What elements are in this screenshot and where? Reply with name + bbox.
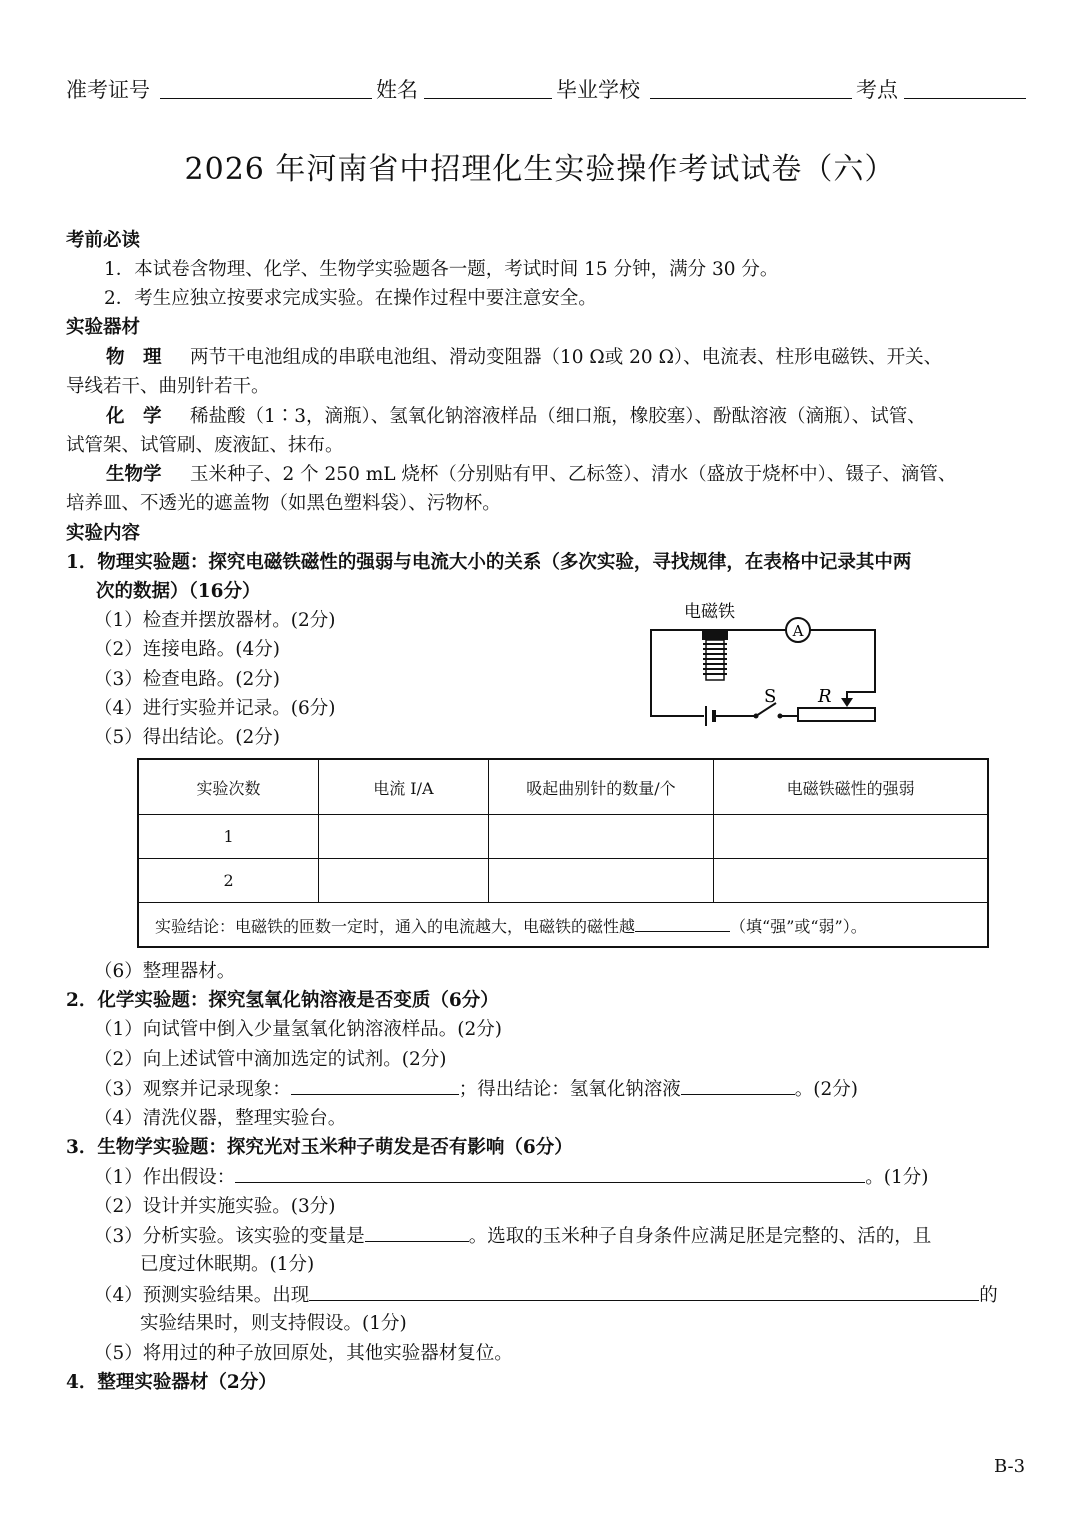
current-input[interactable]: [319, 815, 489, 859]
physics-equipment-line1: 两节干电池组成的串联电池组、滑动变阻器（10 Ω或 20 Ω）、电流表、柱形电磁铁、开关、: [190, 347, 943, 368]
table-header-row: [138, 759, 988, 815]
school-field[interactable]: [650, 98, 852, 99]
chemistry-equipment-line1: 稀盐酸（1∶3，滴瓶）、氢氧化钠溶液样品（细口瓶，橡胶塞）、酚酞溶液（滴瓶）、试管、: [190, 406, 926, 427]
q2-step-3-text-b: ；得出结论：氢氧化钠溶液: [458, 1079, 681, 1100]
q2-step-2: （2）向上述试管中滴加选定的试剂。(2分): [94, 1049, 447, 1070]
strength-input[interactable]: [714, 859, 988, 903]
strength-input[interactable]: [714, 815, 988, 859]
q3-hypothesis-blank[interactable]: [235, 1164, 865, 1183]
clip-count-input[interactable]: [488, 859, 713, 903]
q1-title-line1: 1．物理实验题：探究电磁铁磁性的强弱与电流大小的关系（多次实验，寻找规律，在表格中记录其中两: [66, 552, 912, 573]
q3-step-3-text-b: 。选取的玉米种子自身条件应满足胚是完整的、活的，且: [468, 1226, 932, 1247]
battery-symbol: [706, 706, 714, 726]
q3-step-2: （2）设计并实施实验。(3分): [94, 1196, 336, 1217]
q3-step-1-text-b: 。(1分): [865, 1167, 929, 1188]
conclusion-suffix: （填“强”或“弱”）。: [730, 916, 867, 936]
name-field[interactable]: [424, 98, 552, 99]
q2-step-3: [94, 1076, 858, 1103]
electromagnet-symbol: [702, 630, 728, 680]
q3-step-1-text-a: （1）作出假设：: [94, 1167, 236, 1188]
conclusion-cell: [138, 903, 988, 948]
physics-equipment-line2: 导线若干、曲别针若干。: [66, 376, 270, 397]
content-heading: 实验内容: [66, 523, 141, 544]
q2-title: 2．化学实验题：探究氢氧化钠溶液是否变质（6分）: [66, 990, 499, 1011]
ammeter-label: A: [792, 622, 804, 640]
table-row: [138, 815, 988, 859]
q3-variable-blank[interactable]: [365, 1223, 469, 1242]
q3-step-4-line2: 实验结果时，则支持假设。(1分): [140, 1313, 407, 1334]
q3-step-3-text-a: （3）分析实验。该实验的变量是: [94, 1226, 365, 1247]
chemistry-equipment-line2: 试管架、试管刷、废液缸、抹布。: [66, 435, 344, 456]
page-number: B-3: [994, 1456, 1026, 1477]
trial-number: 2: [138, 859, 319, 903]
prelim-heading: 考前必读: [66, 230, 141, 251]
biology-equipment-line1: 玉米种子、2 个 250 mL 烧杯（分别贴有甲、乙标签）、清水（盛放于烧杯中）、镊子、滴管、: [190, 464, 957, 485]
q3-step-3-line2: 已度过休眠期。(1分): [140, 1254, 315, 1275]
q2-step-1: （1）向试管中倒入少量氢氧化钠溶液样品。(2分): [94, 1019, 502, 1040]
current-input[interactable]: [319, 859, 489, 903]
header-current: 电流 I/A: [319, 759, 489, 815]
q3-title: 3．生物学实验题：探究光对玉米种子萌发是否有影响（6分）: [66, 1137, 573, 1158]
q3-result-blank[interactable]: [309, 1282, 979, 1301]
exam-site-label: 考点: [856, 78, 898, 102]
biology-equipment-line2: 培养皿、不透光的遮盖物（如黑色塑料袋）、污物杯。: [66, 493, 501, 514]
school-label: 毕业学校: [556, 78, 640, 102]
rheostat-slider-arrow-icon: [841, 698, 853, 707]
q1-step-2: （2）连接电路。(4分): [94, 639, 280, 660]
rheostat-symbol: [798, 708, 875, 721]
q3-step-4: [94, 1282, 998, 1309]
exam-id-label: 准考证号: [66, 78, 150, 102]
prelim-item-1: 1．本试卷含物理、化学、生物学实验题各一题，考试时间 15 分钟，满分 30 分。: [104, 259, 779, 280]
q3-step-3: [94, 1223, 931, 1250]
switch-label: S: [764, 686, 777, 707]
q3-step-5: （5）将用过的种子放回原处，其他实验器材复位。: [94, 1343, 513, 1364]
table-row: [138, 859, 988, 903]
q2-step-3-text-a: （3）观察并记录现象：: [94, 1079, 291, 1100]
rheostat-label: R: [818, 686, 832, 707]
q2-step-4: （4）清洗仪器，整理实验台。: [94, 1108, 347, 1129]
biology-label: 生物学: [106, 464, 162, 485]
prelim-item-2: 2．考生应独立按要求完成实验。在操作过程中要注意安全。: [104, 288, 597, 309]
conclusion-blank[interactable]: [635, 913, 730, 932]
q4-title: 4．整理实验器材（2分）: [66, 1372, 277, 1393]
conclusion-row: [138, 903, 988, 948]
q1-step-1: （1）检查并摆放器材。(2分): [94, 610, 336, 631]
q2-conclusion-blank[interactable]: [681, 1076, 795, 1095]
header-trial-count: 实验次数: [138, 759, 319, 815]
conclusion-prefix: 实验结论：电磁铁的匝数一定时，通入的电流越大，电磁铁的磁性越: [155, 916, 636, 936]
q1-step-5: （5）得出结论。(2分): [94, 727, 280, 748]
physics-label: 物 理: [106, 347, 162, 368]
q3-step-4-text-b: 的: [979, 1285, 998, 1306]
clip-count-input[interactable]: [488, 815, 713, 859]
header-magnet-strength: 电磁铁磁性的强弱: [714, 759, 988, 815]
equipment-heading: 实验器材: [66, 317, 141, 338]
q3-step-4-text-a: （4）预测实验结果。出现: [94, 1285, 310, 1306]
electromagnet-label: 电磁铁: [684, 602, 735, 622]
circuit-diagram: [640, 600, 890, 730]
q1-step-3: （3）检查电路。(2分): [94, 669, 280, 690]
candidate-info-header: [66, 72, 1026, 104]
exam-id-field[interactable]: [160, 98, 372, 99]
q2-step-3-text-c: 。(2分): [794, 1079, 859, 1100]
header-clip-count: 吸起曲别针的数量/个: [488, 759, 713, 815]
q1-step-6: （6）整理器材。: [94, 961, 236, 982]
chemistry-label: 化 学: [106, 406, 162, 427]
name-label: 姓名: [376, 78, 418, 102]
exam-site-field[interactable]: [904, 98, 1026, 99]
q2-phenomenon-blank[interactable]: [291, 1076, 459, 1095]
page-title: 2026 年河南省中招理化生实验操作考试试卷（六）: [184, 152, 896, 187]
q3-step-1: [94, 1164, 929, 1191]
q1-title-line2: 次的数据）（16分）: [96, 581, 261, 602]
q1-data-table: [137, 758, 989, 948]
trial-number: 1: [138, 815, 319, 859]
q1-step-4: （4）进行实验并记录。(6分): [94, 698, 336, 719]
